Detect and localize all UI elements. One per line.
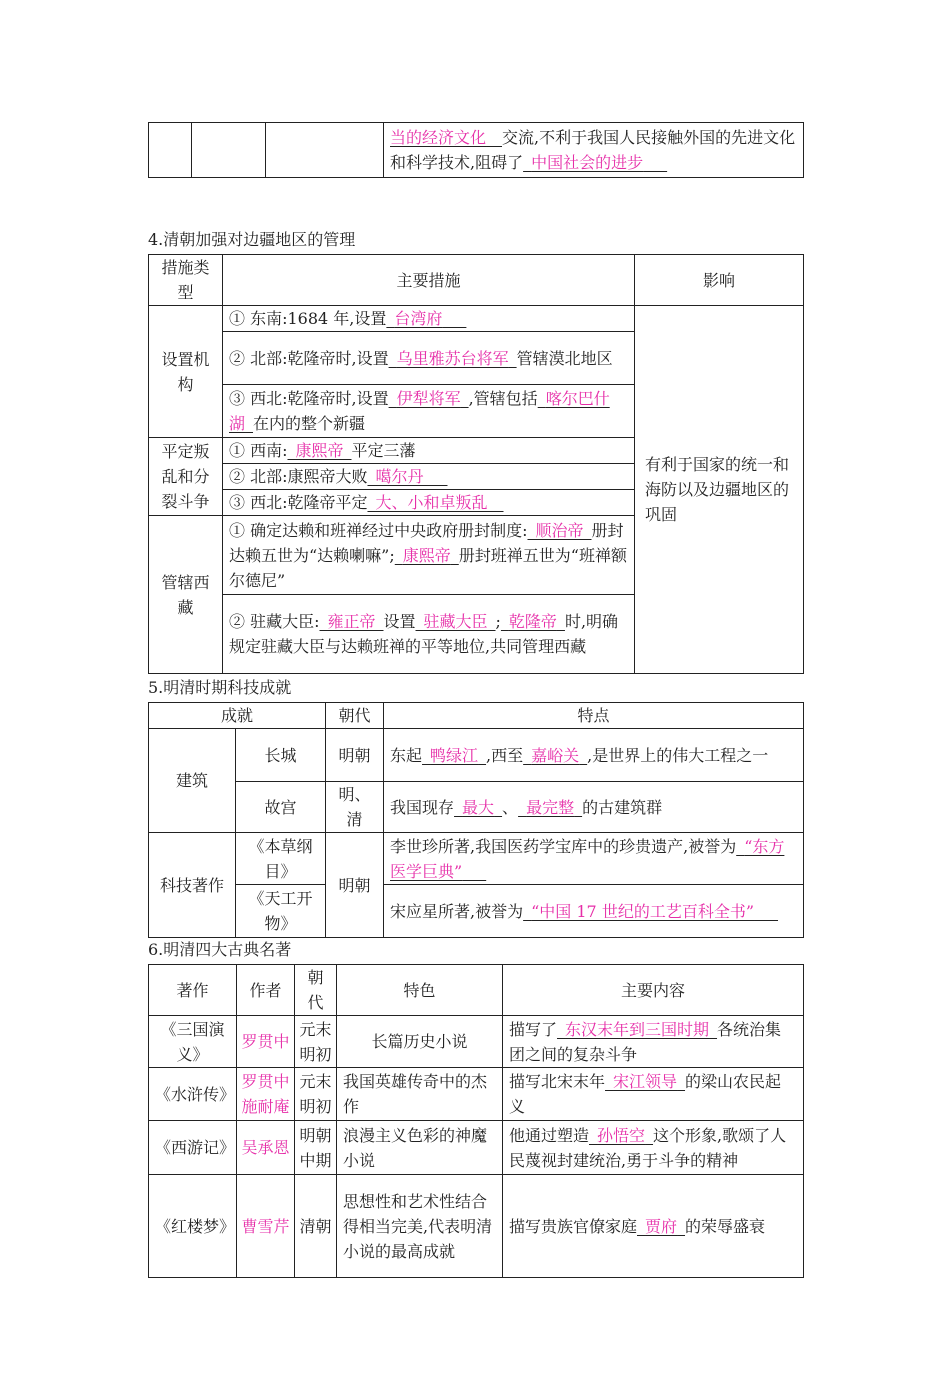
section-title-6: 6.明清四大古典名著: [148, 940, 292, 959]
answer-blank: 康熙帝: [295, 441, 344, 460]
answer-blank: 最完整: [526, 797, 575, 817]
top-content-cell: [384, 123, 804, 178]
answer-blank: 孙悟空: [597, 1125, 646, 1145]
header-cell: 朝代: [295, 965, 337, 1016]
tech-achievements-table: [148, 702, 804, 938]
type-cell: 管辖西藏: [149, 516, 223, 674]
item-cell: 故宫: [236, 782, 326, 833]
answer-blank: 贾府: [645, 1216, 678, 1236]
content-cell: 描写了 东汉末年到三国时期 各统治集团之间的复杂斗争: [503, 1016, 804, 1068]
measure-cell: ① 西南: 康熙帝 平定三藩: [223, 438, 635, 464]
empty-cell: [266, 123, 384, 178]
answer-blank: 康熙帝: [402, 545, 451, 565]
answer-blank: 嘉峪关: [531, 745, 580, 765]
item-cell: 长城: [236, 729, 326, 782]
answer-blank: 宋江领导: [613, 1072, 678, 1091]
classic-novels-table: [148, 964, 804, 1278]
category-cell: 建筑: [149, 729, 236, 833]
header-cell: 著作: [149, 965, 237, 1016]
feature-cell: 宋应星所著,被誉为 “中国 17 世纪的工艺百科全书”: [384, 885, 804, 938]
dynasty-cell: 元末明初: [295, 1068, 337, 1121]
measure-cell: ③ 西北:乾隆帝平定 大、小和卓叛乱: [223, 490, 635, 516]
answer-blank: 伊犁将军: [396, 389, 461, 408]
measure-cell: ② 北部:康熙帝大败 噶尔丹: [223, 464, 635, 490]
table-row: [149, 1175, 804, 1278]
type-cell: 平定叛乱和分裂斗争: [149, 438, 223, 516]
table-row: [149, 1121, 804, 1175]
answer-blank: 乌里雅苏台将军: [396, 348, 509, 368]
feature-cell: 李世珍所著,我国医药学宝库中的珍贵遗产,被誉为 “东方医学巨典”: [384, 833, 804, 885]
answer-blank: 当的经济文化: [390, 128, 487, 147]
dynasty-cell: 明、清: [326, 782, 384, 833]
empty-cell: [192, 123, 266, 178]
dynasty-cell: 明朝中期: [295, 1121, 337, 1175]
content-text: 交流,不利于我国人民接触外国的先进文化和科学技术,阻碍了: [390, 128, 796, 172]
header-cell: 措施类型: [149, 255, 223, 306]
work-cell: 《水浒传》: [149, 1068, 237, 1121]
dynasty-cell: 明朝: [326, 833, 384, 938]
feature-cell: 东起 鸭绿江 ,西至 嘉峪关 ,是世界上的伟大工程之一: [384, 729, 804, 782]
dynasty-cell: 明朝: [326, 729, 384, 782]
header-cell: 影响: [635, 255, 804, 306]
author-cell: 罗贯中施耐庵: [237, 1068, 295, 1121]
type-cell: 设置机构: [149, 306, 223, 438]
answer-blank: “东方医学巨典”: [390, 836, 785, 881]
table-row: [149, 1016, 804, 1068]
header-cell: 成就: [149, 703, 326, 729]
header-cell: 作者: [237, 965, 295, 1016]
answer-blank: 驻藏大臣: [423, 612, 488, 631]
content-cell: 他通过塑造 孙悟空 这个形象,歌颂了人民蔑视封建统治,勇于斗争的精神: [503, 1121, 804, 1175]
feature-cell: 长篇历史小说: [337, 1016, 503, 1068]
answer-blank: 中国社会的进步: [531, 153, 644, 172]
author-cell: 罗贯中: [237, 1016, 295, 1068]
author-cell: 曹雪芹: [237, 1175, 295, 1278]
measure-cell: ③ 西北:乾隆帝时,设置 伊犁将军 ,管辖包括 喀尔巴什湖 在内的整个新疆: [223, 385, 635, 438]
item-cell: 《天工开物》: [236, 885, 326, 938]
answer-blank: 顺治帝: [535, 520, 584, 540]
content-cell: 描写北宋末年 宋江领导 的梁山农民起义: [503, 1068, 804, 1121]
table-row: [149, 1068, 804, 1121]
empty-cell: [149, 123, 192, 178]
measure-cell: ② 驻藏大臣: 雍正帝 设置 驻藏大臣 ; 乾隆帝 时,明确规定驻藏大臣与达赖班禅的平等地位,共同管理西藏: [223, 595, 635, 674]
feature-cell: 我国英雄传奇中的杰作: [337, 1068, 503, 1121]
header-cell: 主要内容: [503, 965, 804, 1016]
answer-blank: 雍正帝: [327, 612, 376, 631]
header-cell: 朝代: [326, 703, 384, 729]
work-cell: 《红楼梦》: [149, 1175, 237, 1278]
feature-cell: 浪漫主义色彩的神魔小说: [337, 1121, 503, 1175]
top-table: [148, 122, 804, 178]
work-cell: 《西游记》: [149, 1121, 237, 1175]
answer-blank: 大、小和卓叛乱: [375, 493, 488, 512]
answer-blank: 东汉末年到三国时期: [565, 1019, 710, 1039]
header-cell: 主要措施: [223, 255, 635, 306]
answer-blank: 台湾府: [394, 309, 443, 328]
section-title-4: 4.清朝加强对边疆地区的管理: [148, 230, 356, 249]
answer-blank: 噶尔丹: [375, 467, 424, 486]
answer-blank: 最大: [462, 797, 495, 817]
category-cell: 科技著作: [149, 833, 236, 938]
answer-blank: 喀尔巴什湖: [229, 389, 610, 433]
answer-blank: 乾隆帝: [508, 612, 557, 631]
section-title-5: 5.明清时期科技成就: [148, 678, 292, 697]
answer-blank: 鸭绿江: [430, 745, 479, 765]
border-management-table: [148, 254, 804, 674]
work-cell: 《三国演义》: [149, 1016, 237, 1068]
measure-cell: ② 北部:乾隆帝时,设置 乌里雅苏台将军 管辖漠北地区: [223, 332, 635, 385]
header-cell: 特色: [337, 965, 503, 1016]
item-cell: 《本草纲目》: [236, 833, 326, 885]
author-cell: 吴承恩: [237, 1121, 295, 1175]
measure-cell: ① 东南:1684 年,设置 台湾府: [223, 306, 635, 332]
answer-blank: “中国 17 世纪的工艺百科全书”: [531, 901, 755, 921]
impact-cell: 有利于国家的统一和海防以及边疆地区的巩固: [635, 306, 804, 674]
content-cell: 描写贵族官僚家庭 贾府 的荣辱盛衰: [503, 1175, 804, 1278]
dynasty-cell: 元末明初: [295, 1016, 337, 1068]
header-cell: 特点: [384, 703, 804, 729]
feature-cell: 思想性和艺术性结合得相当完美,代表明清小说的最高成就: [337, 1175, 503, 1278]
dynasty-cell: 清朝: [295, 1175, 337, 1278]
feature-cell: 我国现存 最大 、 最完整 的古建筑群: [384, 782, 804, 833]
measure-cell: ① 确定达赖和班禅经过中央政府册封制度: 顺治帝 册封达赖五世为“达赖喇嘛”; 康熙帝 册封班禅五世为“班禅额尔德尼”: [223, 516, 635, 595]
